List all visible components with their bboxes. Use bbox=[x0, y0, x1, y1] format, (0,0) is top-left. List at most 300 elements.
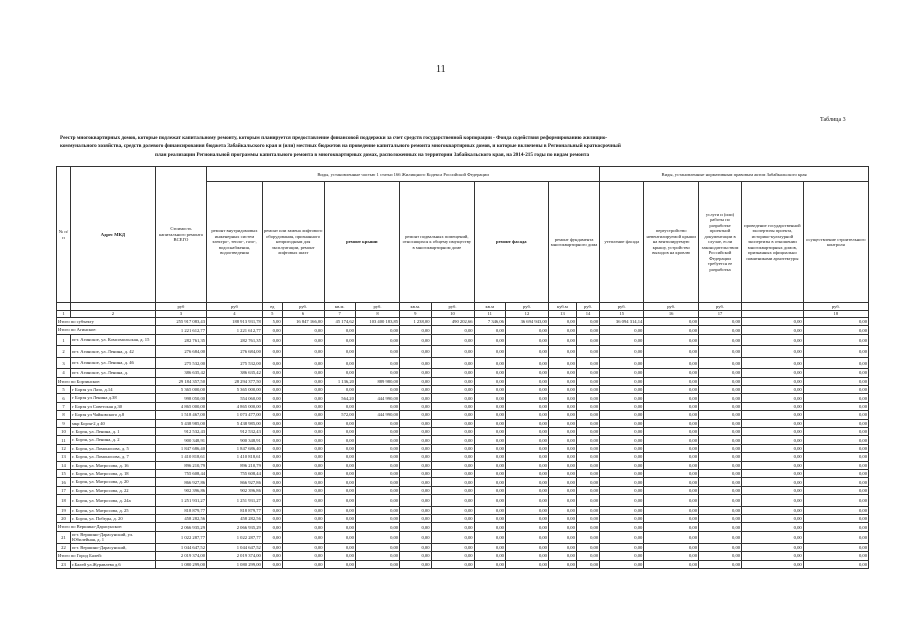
row-number: 11 bbox=[57, 436, 71, 444]
value-cell: 0,00 bbox=[355, 357, 399, 369]
value-cell: 0,00 bbox=[803, 486, 868, 494]
table-label: Таблица 3 bbox=[820, 117, 846, 123]
value-cell: 0,00 bbox=[505, 402, 548, 410]
row-number: 8 bbox=[57, 411, 71, 419]
subtotal-label: Итого по субъекту bbox=[57, 318, 156, 326]
value-cell: 0,00 bbox=[355, 495, 399, 507]
value-cell: 0,00 bbox=[576, 453, 599, 461]
value-cell: 45 174,62 bbox=[324, 318, 355, 326]
value-cell: 0,00 bbox=[505, 346, 548, 358]
value-cell: 0,00 bbox=[505, 444, 548, 452]
value-cell: 0,00 bbox=[262, 495, 282, 507]
value-cell: 0,00 bbox=[262, 543, 282, 551]
value-cell: 0,00 bbox=[474, 394, 505, 402]
address-cell: г Борзя ул Советская д.30 bbox=[70, 402, 155, 410]
value-cell: 0,00 bbox=[548, 334, 576, 346]
address-cell: г. Борзя, ул. Ломоносова, д. 7 bbox=[70, 453, 155, 461]
value-cell: 0,00 bbox=[600, 469, 644, 477]
value-cell: 0,00 bbox=[548, 357, 576, 369]
table-row bbox=[57, 515, 869, 523]
value-cell: 0,00 bbox=[742, 346, 804, 358]
value-cell: 0,00 bbox=[600, 419, 644, 427]
value-cell: 0,00 bbox=[474, 495, 505, 507]
value-cell: 0,00 bbox=[355, 402, 399, 410]
column-number-cell: 6 bbox=[282, 310, 324, 318]
value-cell: 0,00 bbox=[600, 478, 644, 486]
value-cell: 866 927,86 bbox=[155, 478, 206, 486]
value-cell: 0,00 bbox=[699, 453, 742, 461]
value-cell: 0,00 bbox=[282, 461, 324, 469]
value-cell: 0,00 bbox=[431, 436, 474, 444]
value-cell: 0,00 bbox=[576, 346, 599, 358]
value-cell: 0,00 bbox=[576, 402, 599, 410]
value-cell: 866 927,86 bbox=[207, 478, 263, 486]
value-cell: 0,00 bbox=[431, 394, 474, 402]
row-number: 13 bbox=[57, 453, 71, 461]
value-cell: 0,00 bbox=[505, 453, 548, 461]
table-row bbox=[57, 334, 869, 346]
value-cell: 0,00 bbox=[400, 334, 431, 346]
row-number: 23 bbox=[57, 560, 71, 568]
value-cell: 0,00 bbox=[742, 386, 804, 394]
address-cell: г Борзя ул Лазо, д.14 bbox=[70, 386, 155, 394]
value-cell: 998 050,00 bbox=[155, 394, 206, 402]
value-cell: 0,00 bbox=[576, 334, 599, 346]
table-row bbox=[57, 346, 869, 358]
value-cell: 0,00 bbox=[324, 560, 355, 568]
subtotal-row bbox=[57, 318, 869, 326]
value-cell: 1 221 612,77 bbox=[155, 326, 206, 334]
value-cell: 0,00 bbox=[576, 552, 599, 560]
value-cell: 0,00 bbox=[282, 495, 324, 507]
value-cell: 0,00 bbox=[803, 411, 868, 419]
value-cell: 0,00 bbox=[576, 428, 599, 436]
value-cell: 0,00 bbox=[576, 326, 599, 334]
unit-cell: руб bbox=[207, 303, 263, 311]
value-cell: 0,00 bbox=[644, 506, 699, 514]
value-cell: 0,00 bbox=[474, 478, 505, 486]
value-cell: 0,00 bbox=[355, 369, 399, 377]
value-cell: 0,00 bbox=[431, 523, 474, 531]
value-cell: 0,00 bbox=[324, 369, 355, 377]
row-number: 19 bbox=[57, 506, 71, 514]
column-number-cell: 3 bbox=[155, 310, 206, 318]
value-cell: 0,00 bbox=[576, 469, 599, 477]
value-cell: 0,00 bbox=[355, 469, 399, 477]
value-cell: 0,00 bbox=[400, 428, 431, 436]
row-number: 9 bbox=[57, 419, 71, 427]
value-cell: 0,00 bbox=[803, 444, 868, 452]
value-cell: 0,00 bbox=[576, 386, 599, 394]
row-number: 5 bbox=[57, 386, 71, 394]
value-cell: 0,00 bbox=[505, 531, 548, 543]
value-cell: 0,00 bbox=[742, 560, 804, 568]
row-number: 22 bbox=[57, 543, 71, 551]
value-cell: 0,00 bbox=[262, 531, 282, 543]
subtotal-row bbox=[57, 326, 869, 334]
row-number: 1 bbox=[57, 334, 71, 346]
value-cell: 0,00 bbox=[262, 436, 282, 444]
value-cell: 0,00 bbox=[644, 326, 699, 334]
value-cell: 0,00 bbox=[355, 436, 399, 444]
value-cell: 0,00 bbox=[262, 369, 282, 377]
value-cell: 0,00 bbox=[431, 326, 474, 334]
value-cell: 0,00 bbox=[644, 478, 699, 486]
column-number-cell: 10 bbox=[431, 310, 474, 318]
column-number-cell: 1 bbox=[57, 310, 71, 318]
unit-cell: кв.м bbox=[474, 303, 505, 311]
value-cell: 0,00 bbox=[803, 436, 868, 444]
value-cell: 0,00 bbox=[324, 461, 355, 469]
value-cell: 0,00 bbox=[600, 531, 644, 543]
value-cell: 0,00 bbox=[742, 523, 804, 531]
value-cell: 0,00 bbox=[262, 357, 282, 369]
value-cell: 755 608,44 bbox=[207, 469, 263, 477]
value-cell: 2 066 935,29 bbox=[207, 523, 263, 531]
value-cell: 0,00 bbox=[474, 334, 505, 346]
value-cell: 896 210,79 bbox=[155, 461, 206, 469]
value-cell: 0,00 bbox=[282, 478, 324, 486]
value-cell: 0,00 bbox=[474, 357, 505, 369]
value-cell: 0,00 bbox=[262, 560, 282, 568]
value-cell: 0,00 bbox=[324, 478, 355, 486]
value-cell: 0,00 bbox=[505, 377, 548, 385]
row-number: 10 bbox=[57, 428, 71, 436]
value-cell: 0,00 bbox=[644, 486, 699, 494]
value-cell: 0,00 bbox=[742, 394, 804, 402]
value-cell: 0,00 bbox=[400, 394, 431, 402]
value-cell: 0,00 bbox=[742, 515, 804, 523]
value-cell: 0,00 bbox=[431, 453, 474, 461]
column-number-cell: 11 bbox=[474, 310, 505, 318]
value-cell: 0,00 bbox=[600, 506, 644, 514]
value-cell: 0,00 bbox=[262, 506, 282, 514]
value-cell: 0,00 bbox=[803, 543, 868, 551]
value-cell: 0,00 bbox=[324, 419, 355, 427]
value-cell: 0,00 bbox=[803, 386, 868, 394]
subtotal-label: Итого по Город Балей: bbox=[57, 552, 156, 560]
value-cell: 0,00 bbox=[699, 523, 742, 531]
table-row bbox=[57, 411, 869, 419]
value-cell: 0,00 bbox=[505, 506, 548, 514]
unit-cell: руб. bbox=[803, 303, 868, 311]
value-cell: 0,00 bbox=[324, 469, 355, 477]
value-cell: 0,00 bbox=[400, 411, 431, 419]
header-foundation: ремонт фундамента многоквартирного дома bbox=[548, 182, 599, 303]
value-cell: 0,00 bbox=[576, 369, 599, 377]
value-cell: 0,00 bbox=[400, 369, 431, 377]
value-cell: 458 282,56 bbox=[155, 515, 206, 523]
column-number-cell: 9 bbox=[400, 310, 431, 318]
value-cell: 0,00 bbox=[576, 444, 599, 452]
value-cell: 0,00 bbox=[355, 543, 399, 551]
table-row bbox=[57, 560, 869, 568]
value-cell: 0,00 bbox=[742, 531, 804, 543]
value-cell: 0,00 bbox=[282, 515, 324, 523]
value-cell: 0,00 bbox=[474, 386, 505, 394]
header-drain: переустройство невентилируемой крыши на вентилируемую крышу, устройство выходов на кровлю bbox=[644, 182, 699, 303]
value-cell: 1 022 287,77 bbox=[207, 531, 263, 543]
value-cell: 0,00 bbox=[262, 394, 282, 402]
value-cell: 912 532,43 bbox=[155, 428, 206, 436]
value-cell: 4 865 000,00 bbox=[207, 402, 263, 410]
value-cell: 444 990,00 bbox=[355, 411, 399, 419]
value-cell: 0,00 bbox=[644, 543, 699, 551]
value-cell: 0,00 bbox=[355, 531, 399, 543]
value-cell: 2 019 374,00 bbox=[207, 552, 263, 560]
value-cell: 1 251 931,27 bbox=[207, 495, 263, 507]
value-cell: 0,00 bbox=[282, 428, 324, 436]
value-cell: 0,00 bbox=[324, 523, 355, 531]
value-cell: 1 080 299,00 bbox=[207, 560, 263, 568]
value-cell: 0,00 bbox=[282, 506, 324, 514]
value-cell: 0,00 bbox=[699, 419, 742, 427]
address-cell: г. Борзя, ул. Матросова, д. 16 bbox=[70, 461, 155, 469]
value-cell: 0,00 bbox=[548, 326, 576, 334]
value-cell: 0,00 bbox=[600, 515, 644, 523]
value-cell: 0,00 bbox=[400, 506, 431, 514]
value-cell: 0,00 bbox=[644, 369, 699, 377]
value-cell: 0,00 bbox=[262, 386, 282, 394]
value-cell: 0,00 bbox=[576, 419, 599, 427]
value-cell: 0,00 bbox=[600, 560, 644, 568]
value-cell: 0,00 bbox=[803, 394, 868, 402]
value-cell: 0,00 bbox=[644, 453, 699, 461]
row-number: 7 bbox=[57, 402, 71, 410]
value-cell: 0,00 bbox=[505, 495, 548, 507]
address-cell: г. Борзя, ул. Матросова, д. 24а bbox=[70, 495, 155, 507]
value-cell: 1 221 612,77 bbox=[207, 326, 263, 334]
address-cell: г. Борзя, ул. Ленина, д. 1 bbox=[70, 428, 155, 436]
value-cell: 0,00 bbox=[600, 369, 644, 377]
value-cell: 0,00 bbox=[644, 515, 699, 523]
value-cell: 0,00 bbox=[742, 478, 804, 486]
value-cell: 0,00 bbox=[324, 428, 355, 436]
table-row bbox=[57, 386, 869, 394]
value-cell: 0,00 bbox=[324, 334, 355, 346]
value-cell: 0,00 bbox=[576, 461, 599, 469]
value-cell: 0,00 bbox=[600, 402, 644, 410]
value-cell: 0,00 bbox=[803, 461, 868, 469]
value-cell: 0,00 bbox=[600, 394, 644, 402]
unit-cell: руб. bbox=[644, 303, 699, 311]
value-cell: 0,00 bbox=[699, 318, 742, 326]
table-row bbox=[57, 486, 869, 494]
value-cell: 1 044 647,52 bbox=[207, 543, 263, 551]
address-cell: г. Борзя, ул. Ленина, д. 2 bbox=[70, 436, 155, 444]
value-cell: 0,00 bbox=[505, 543, 548, 551]
value-cell: 0,00 bbox=[282, 419, 324, 427]
value-cell: 0,00 bbox=[505, 334, 548, 346]
value-cell: 0,00 bbox=[803, 515, 868, 523]
value-cell: 0,00 bbox=[742, 495, 804, 507]
address-cell: г.Балей ул.Журавлева д.6 bbox=[70, 560, 155, 568]
value-cell: 0,00 bbox=[505, 428, 548, 436]
value-cell: 275 532,00 bbox=[207, 357, 263, 369]
row-number: 12 bbox=[57, 444, 71, 452]
unit-cell bbox=[742, 303, 804, 311]
column-number-cell: 15 bbox=[600, 310, 644, 318]
table-row bbox=[57, 436, 869, 444]
row-number: 2 bbox=[57, 346, 71, 358]
value-cell: 0,00 bbox=[282, 346, 324, 358]
value-cell: 0,00 bbox=[355, 506, 399, 514]
value-cell: 0,00 bbox=[262, 486, 282, 494]
value-cell: 0,00 bbox=[644, 386, 699, 394]
value-cell: 0,00 bbox=[699, 506, 742, 514]
value-cell: 0,00 bbox=[355, 334, 399, 346]
value-cell: 0,00 bbox=[431, 486, 474, 494]
header-group-norm: Виды, установленные нормативным правовым актом Забайкальского края bbox=[600, 167, 869, 182]
value-cell: 0,00 bbox=[505, 552, 548, 560]
value-cell: 0,00 bbox=[600, 444, 644, 452]
value-cell: 276 684,00 bbox=[155, 346, 206, 358]
value-cell: 0,00 bbox=[400, 478, 431, 486]
value-cell: 0,00 bbox=[699, 411, 742, 419]
value-cell: 0,00 bbox=[644, 469, 699, 477]
table-row bbox=[57, 506, 869, 514]
value-cell: 0,00 bbox=[262, 552, 282, 560]
column-number-cell bbox=[742, 310, 804, 318]
value-cell: 0,00 bbox=[600, 543, 644, 551]
value-cell: 5 365 000,00 bbox=[155, 386, 206, 394]
header-group-zhk: Виды, установленные частью 1 статьи 166 Жилищного Кодекса Российской Федерации bbox=[207, 167, 600, 182]
value-cell: 0,00 bbox=[282, 453, 324, 461]
value-cell: 0,00 bbox=[644, 531, 699, 543]
value-cell: 0,00 bbox=[742, 461, 804, 469]
value-cell: 5 438 985,00 bbox=[155, 419, 206, 427]
value-cell: 0,00 bbox=[548, 523, 576, 531]
value-cell: 0,00 bbox=[803, 318, 868, 326]
value-cell: 0,00 bbox=[282, 326, 324, 334]
value-cell: 0,00 bbox=[742, 428, 804, 436]
value-cell: 0,00 bbox=[431, 461, 474, 469]
value-cell: 0,00 bbox=[355, 552, 399, 560]
value-cell: 0,00 bbox=[400, 346, 431, 358]
value-cell: 0,00 bbox=[548, 428, 576, 436]
value-cell: 0,00 bbox=[262, 402, 282, 410]
table-row bbox=[57, 357, 869, 369]
value-cell: 2 066 935,29 bbox=[155, 523, 206, 531]
value-cell: 0,00 bbox=[600, 453, 644, 461]
value-cell: 0,00 bbox=[600, 346, 644, 358]
value-cell: 0,00 bbox=[324, 386, 355, 394]
value-cell: 0,00 bbox=[699, 461, 742, 469]
value-cell: 0,00 bbox=[282, 334, 324, 346]
value-cell: 0,00 bbox=[644, 461, 699, 469]
header-insulation: утепление фасада bbox=[600, 182, 644, 303]
value-cell: 0,00 bbox=[699, 444, 742, 452]
value-cell: 36 094 314,14 bbox=[600, 318, 644, 326]
value-cell: 0,00 bbox=[282, 377, 324, 385]
value-cell: 2 019 374,00 bbox=[155, 552, 206, 560]
value-cell: 0,00 bbox=[548, 444, 576, 452]
value-cell: 0,00 bbox=[576, 478, 599, 486]
value-cell: 0,00 bbox=[282, 369, 324, 377]
value-cell: 0,00 bbox=[699, 369, 742, 377]
value-cell: 0,00 bbox=[600, 428, 644, 436]
value-cell: 0,00 bbox=[576, 411, 599, 419]
value-cell: 36 694 943,00 bbox=[505, 318, 548, 326]
value-cell: 0,00 bbox=[803, 453, 868, 461]
value-cell: 0,00 bbox=[262, 478, 282, 486]
value-cell: 554 060,00 bbox=[207, 394, 263, 402]
value-cell: 0,00 bbox=[803, 346, 868, 358]
table-row bbox=[57, 444, 869, 452]
table-row bbox=[57, 369, 869, 377]
value-cell: 902 396,86 bbox=[155, 486, 206, 494]
address-cell: г. Борзя, ул. Матросова, д. 25 bbox=[70, 506, 155, 514]
row-number: 17 bbox=[57, 486, 71, 494]
table-row bbox=[57, 428, 869, 436]
value-cell: 0,00 bbox=[505, 394, 548, 402]
table-row bbox=[57, 419, 869, 427]
value-cell: 0,00 bbox=[644, 357, 699, 369]
value-cell: 0,00 bbox=[576, 394, 599, 402]
value-cell: 0,00 bbox=[282, 486, 324, 494]
registry-table-body bbox=[57, 167, 869, 569]
value-cell: 0,00 bbox=[400, 560, 431, 568]
value-cell: 0,00 bbox=[803, 469, 868, 477]
value-cell: 0,00 bbox=[699, 543, 742, 551]
value-cell: 0,00 bbox=[400, 461, 431, 469]
value-cell: 0,00 bbox=[262, 377, 282, 385]
value-cell: 0,00 bbox=[699, 469, 742, 477]
value-cell: 0,00 bbox=[548, 495, 576, 507]
value-cell: 0,00 bbox=[505, 357, 548, 369]
value-cell: 0,00 bbox=[355, 486, 399, 494]
value-cell: 0,00 bbox=[600, 334, 644, 346]
value-cell: 0,00 bbox=[548, 469, 576, 477]
value-cell: 0,00 bbox=[355, 515, 399, 523]
value-cell: 1 022 287,77 bbox=[155, 531, 206, 543]
value-cell: 0,00 bbox=[474, 506, 505, 514]
value-cell: 0,00 bbox=[699, 486, 742, 494]
value-cell: 0,00 bbox=[576, 560, 599, 568]
value-cell: 0,00 bbox=[282, 436, 324, 444]
value-cell: 0,00 bbox=[742, 419, 804, 427]
value-cell: 0,00 bbox=[431, 402, 474, 410]
value-cell: 0,00 bbox=[742, 543, 804, 551]
address-cell: г. Борзя, ул. Матросова, д. 20 bbox=[70, 478, 155, 486]
value-cell: 0,00 bbox=[742, 369, 804, 377]
value-cell: 564,20 bbox=[324, 394, 355, 402]
value-cell: 0,00 bbox=[474, 411, 505, 419]
value-cell: 0,00 bbox=[400, 357, 431, 369]
value-cell: 0,00 bbox=[644, 377, 699, 385]
value-cell: 0,00 bbox=[803, 377, 868, 385]
value-cell: 0,00 bbox=[355, 346, 399, 358]
value-cell: 0,00 bbox=[400, 523, 431, 531]
value-cell: 0,00 bbox=[576, 486, 599, 494]
row-number: 16 bbox=[57, 478, 71, 486]
value-cell: 0,00 bbox=[803, 419, 868, 427]
value-cell: 0,00 bbox=[803, 531, 868, 543]
value-cell: 0,00 bbox=[262, 419, 282, 427]
value-cell: 275 532,00 bbox=[155, 357, 206, 369]
unit-cell: руб. bbox=[355, 303, 399, 311]
unit-cell: руб. bbox=[699, 303, 742, 311]
value-cell: 0,00 bbox=[742, 469, 804, 477]
value-cell: 0,00 bbox=[431, 334, 474, 346]
value-cell: 386 635,42 bbox=[155, 369, 206, 377]
value-cell: 1 410 818,61 bbox=[207, 453, 263, 461]
value-cell: 0,00 bbox=[699, 402, 742, 410]
value-cell: 0,00 bbox=[355, 419, 399, 427]
value-cell: 0,00 bbox=[355, 560, 399, 568]
value-cell: 0,00 bbox=[803, 402, 868, 410]
page-number: 11 bbox=[436, 64, 446, 75]
